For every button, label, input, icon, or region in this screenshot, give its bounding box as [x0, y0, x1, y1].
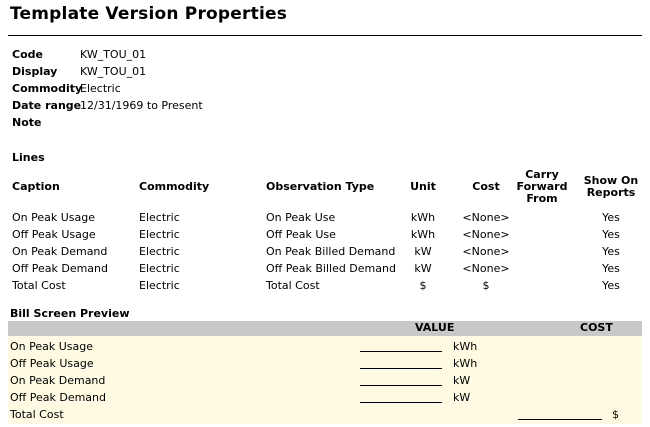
bill-row-label: On Peak Demand — [10, 374, 106, 387]
bill-preview-cost-header: COST — [580, 321, 613, 334]
lines-section-title: Lines — [12, 151, 45, 164]
col-header-carry-forward-line2: Forward — [516, 180, 568, 193]
cell-unit: kWh — [410, 228, 436, 241]
bill-row-value-unit: kWh — [453, 340, 478, 353]
cell-unit: kWh — [410, 211, 436, 224]
col-header-show-on-reports-line2: Reports — [586, 186, 636, 199]
cell-cost: <None> — [462, 245, 510, 258]
col-header-cost: Cost — [472, 180, 500, 193]
bill-row-cost-unit: $ — [612, 408, 619, 421]
cell-caption: Off Peak Usage — [12, 228, 96, 241]
prop-value-display: KW_TOU_01 — [80, 65, 147, 78]
cell-caption: On Peak Demand — [12, 245, 108, 258]
col-header-carry-forward-line1: Carry — [525, 168, 559, 181]
col-header-show-on-reports — [582, 175, 640, 199]
cell-show-on-reports: Yes — [602, 262, 620, 275]
bill-preview-value-header: VALUE — [415, 321, 455, 334]
bill-row-cost-blank — [518, 419, 602, 420]
cell-unit: $ — [419, 279, 427, 292]
cell-observation-type: On Peak Use — [266, 211, 336, 224]
col-header-caption: Caption — [12, 180, 60, 193]
bill-preview-header — [8, 321, 642, 336]
cell-show-on-reports: Yes — [602, 228, 620, 241]
bill-row-value-blank — [360, 351, 442, 352]
cell-cost: $ — [482, 279, 490, 292]
bill-preview-title: Bill Screen Preview — [10, 307, 130, 320]
bill-row-label: Off Peak Demand — [10, 391, 106, 404]
cell-unit: kW — [414, 245, 432, 258]
prop-value-date-range: 12/31/1969 to Present — [80, 99, 203, 112]
title-divider — [8, 35, 642, 36]
bill-row-label: On Peak Usage — [10, 340, 94, 353]
prop-value-commodity: Electric — [80, 82, 121, 95]
cell-show-on-reports: Yes — [602, 245, 620, 258]
cell-observation-type: Off Peak Billed Demand — [266, 262, 396, 275]
cell-commodity: Electric — [139, 245, 180, 258]
prop-value-code: KW_TOU_01 — [80, 48, 147, 61]
col-header-commodity: Commodity — [139, 180, 210, 193]
page-title: Template Version Properties — [10, 4, 288, 24]
cell-cost: <None> — [462, 228, 510, 241]
cell-commodity: Electric — [139, 228, 180, 241]
col-header-observation-type: Observation Type — [266, 180, 375, 193]
bill-row-label: Total Cost — [10, 408, 64, 421]
col-header-carry-forward — [512, 169, 572, 205]
cell-observation-type: Off Peak Use — [266, 228, 336, 241]
prop-label-code: Code — [12, 48, 43, 61]
cell-caption: Off Peak Demand — [12, 262, 108, 275]
col-header-carry-forward-line3: From — [526, 192, 558, 205]
bill-preview-body — [8, 336, 642, 424]
bill-row-value-blank — [360, 368, 442, 369]
cell-caption: On Peak Usage — [12, 211, 96, 224]
cell-unit: kW — [414, 262, 432, 275]
cell-observation-type: Total Cost — [266, 279, 320, 292]
prop-label-display: Display — [12, 65, 58, 78]
bill-row-label: Off Peak Usage — [10, 357, 94, 370]
bill-row-value-unit: kWh — [453, 357, 478, 370]
cell-cost: <None> — [462, 211, 510, 224]
bill-row-value-blank — [360, 402, 442, 403]
cell-show-on-reports: Yes — [602, 279, 620, 292]
prop-label-commodity: Commodity — [12, 82, 83, 95]
col-header-unit: Unit — [410, 180, 436, 193]
cell-caption: Total Cost — [12, 279, 66, 292]
cell-commodity: Electric — [139, 262, 180, 275]
cell-cost: <None> — [462, 262, 510, 275]
bill-row-value-unit: kW — [453, 374, 471, 387]
prop-label-date-range: Date range — [12, 99, 82, 112]
col-header-show-on-reports-line1: Show On — [583, 174, 639, 187]
bill-row-value-unit: kW — [453, 391, 471, 404]
cell-observation-type: On Peak Billed Demand — [266, 245, 396, 258]
cell-show-on-reports: Yes — [602, 211, 620, 224]
cell-commodity: Electric — [139, 211, 180, 224]
prop-label-note: Note — [12, 116, 42, 129]
cell-commodity: Electric — [139, 279, 180, 292]
bill-row-value-blank — [360, 385, 442, 386]
